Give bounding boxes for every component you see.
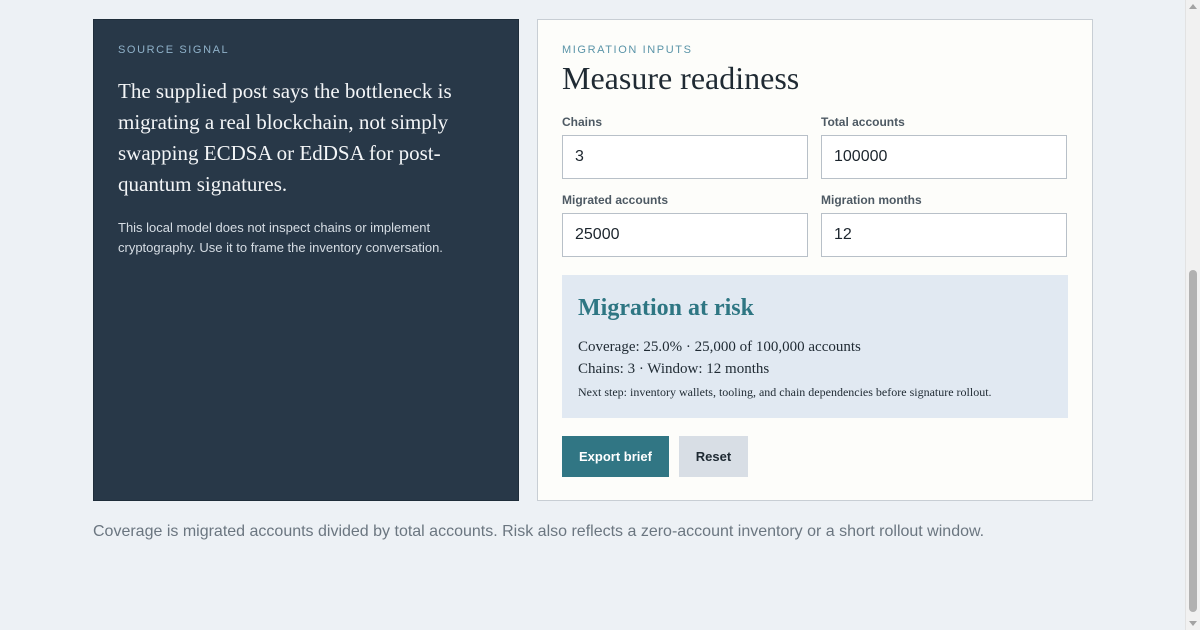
migrated-accounts-input[interactable]: [562, 213, 808, 257]
scroll-down-arrow-icon[interactable]: [1189, 621, 1197, 626]
result-chains-window: Chains: 3 · Window: 12 months: [578, 361, 770, 377]
vertical-scrollbar[interactable]: [1185, 0, 1200, 630]
migration-months-input[interactable]: [821, 213, 1067, 257]
total-accounts-label: Total accounts: [821, 115, 905, 129]
source-signal-panel: [93, 19, 519, 501]
migration-inputs-panel: [537, 19, 1093, 501]
source-quote: The supplied post says the bottleneck is migrating a real blockchain, not simply swapping ECDSA or EdDSA for post-quantum signatures.: [118, 79, 452, 196]
reset-button[interactable]: Reset: [679, 436, 748, 477]
page-title: Measure readiness: [562, 60, 800, 96]
result-coverage: Coverage: 25.0% · 25,000 of 100,000 accounts: [578, 339, 861, 355]
migrated-accounts-label: Migrated accounts: [562, 193, 669, 207]
source-note: This local model does not inspect chains or implement cryptography. Use it to frame the inventory conversation.: [118, 220, 443, 255]
scrollbar-thumb[interactable]: [1189, 270, 1197, 612]
content-grid: [93, 19, 1093, 501]
result-next-step: Next step: inventory wallets, tooling, and chain dependencies before signature rollout.: [578, 385, 992, 399]
chains-input[interactable]: [562, 135, 808, 179]
chains-field-group: [562, 115, 808, 179]
input-fields: [562, 115, 1068, 257]
inputs-eyebrow: MIGRATION INPUTS: [562, 44, 693, 56]
result-status: Migration at risk: [578, 295, 754, 321]
migrated-accounts-field-group: [562, 193, 808, 257]
total-accounts-field-group: [821, 115, 1067, 179]
total-accounts-input[interactable]: [821, 135, 1067, 179]
footnote: Coverage is migrated accounts divided by total accounts. Risk also reflects a zero-account inventory or a short rollout window.: [93, 523, 985, 540]
chains-label: Chains: [562, 115, 603, 129]
result-card: [562, 275, 1068, 418]
migration-months-label: Migration months: [821, 193, 922, 207]
page: [93, 19, 1093, 541]
actions: [562, 436, 1068, 477]
source-eyebrow: SOURCE SIGNAL: [118, 44, 230, 56]
scroll-up-arrow-icon[interactable]: [1189, 4, 1197, 9]
migration-months-field-group: [821, 193, 1067, 257]
export-brief-button[interactable]: Export brief: [562, 436, 669, 477]
